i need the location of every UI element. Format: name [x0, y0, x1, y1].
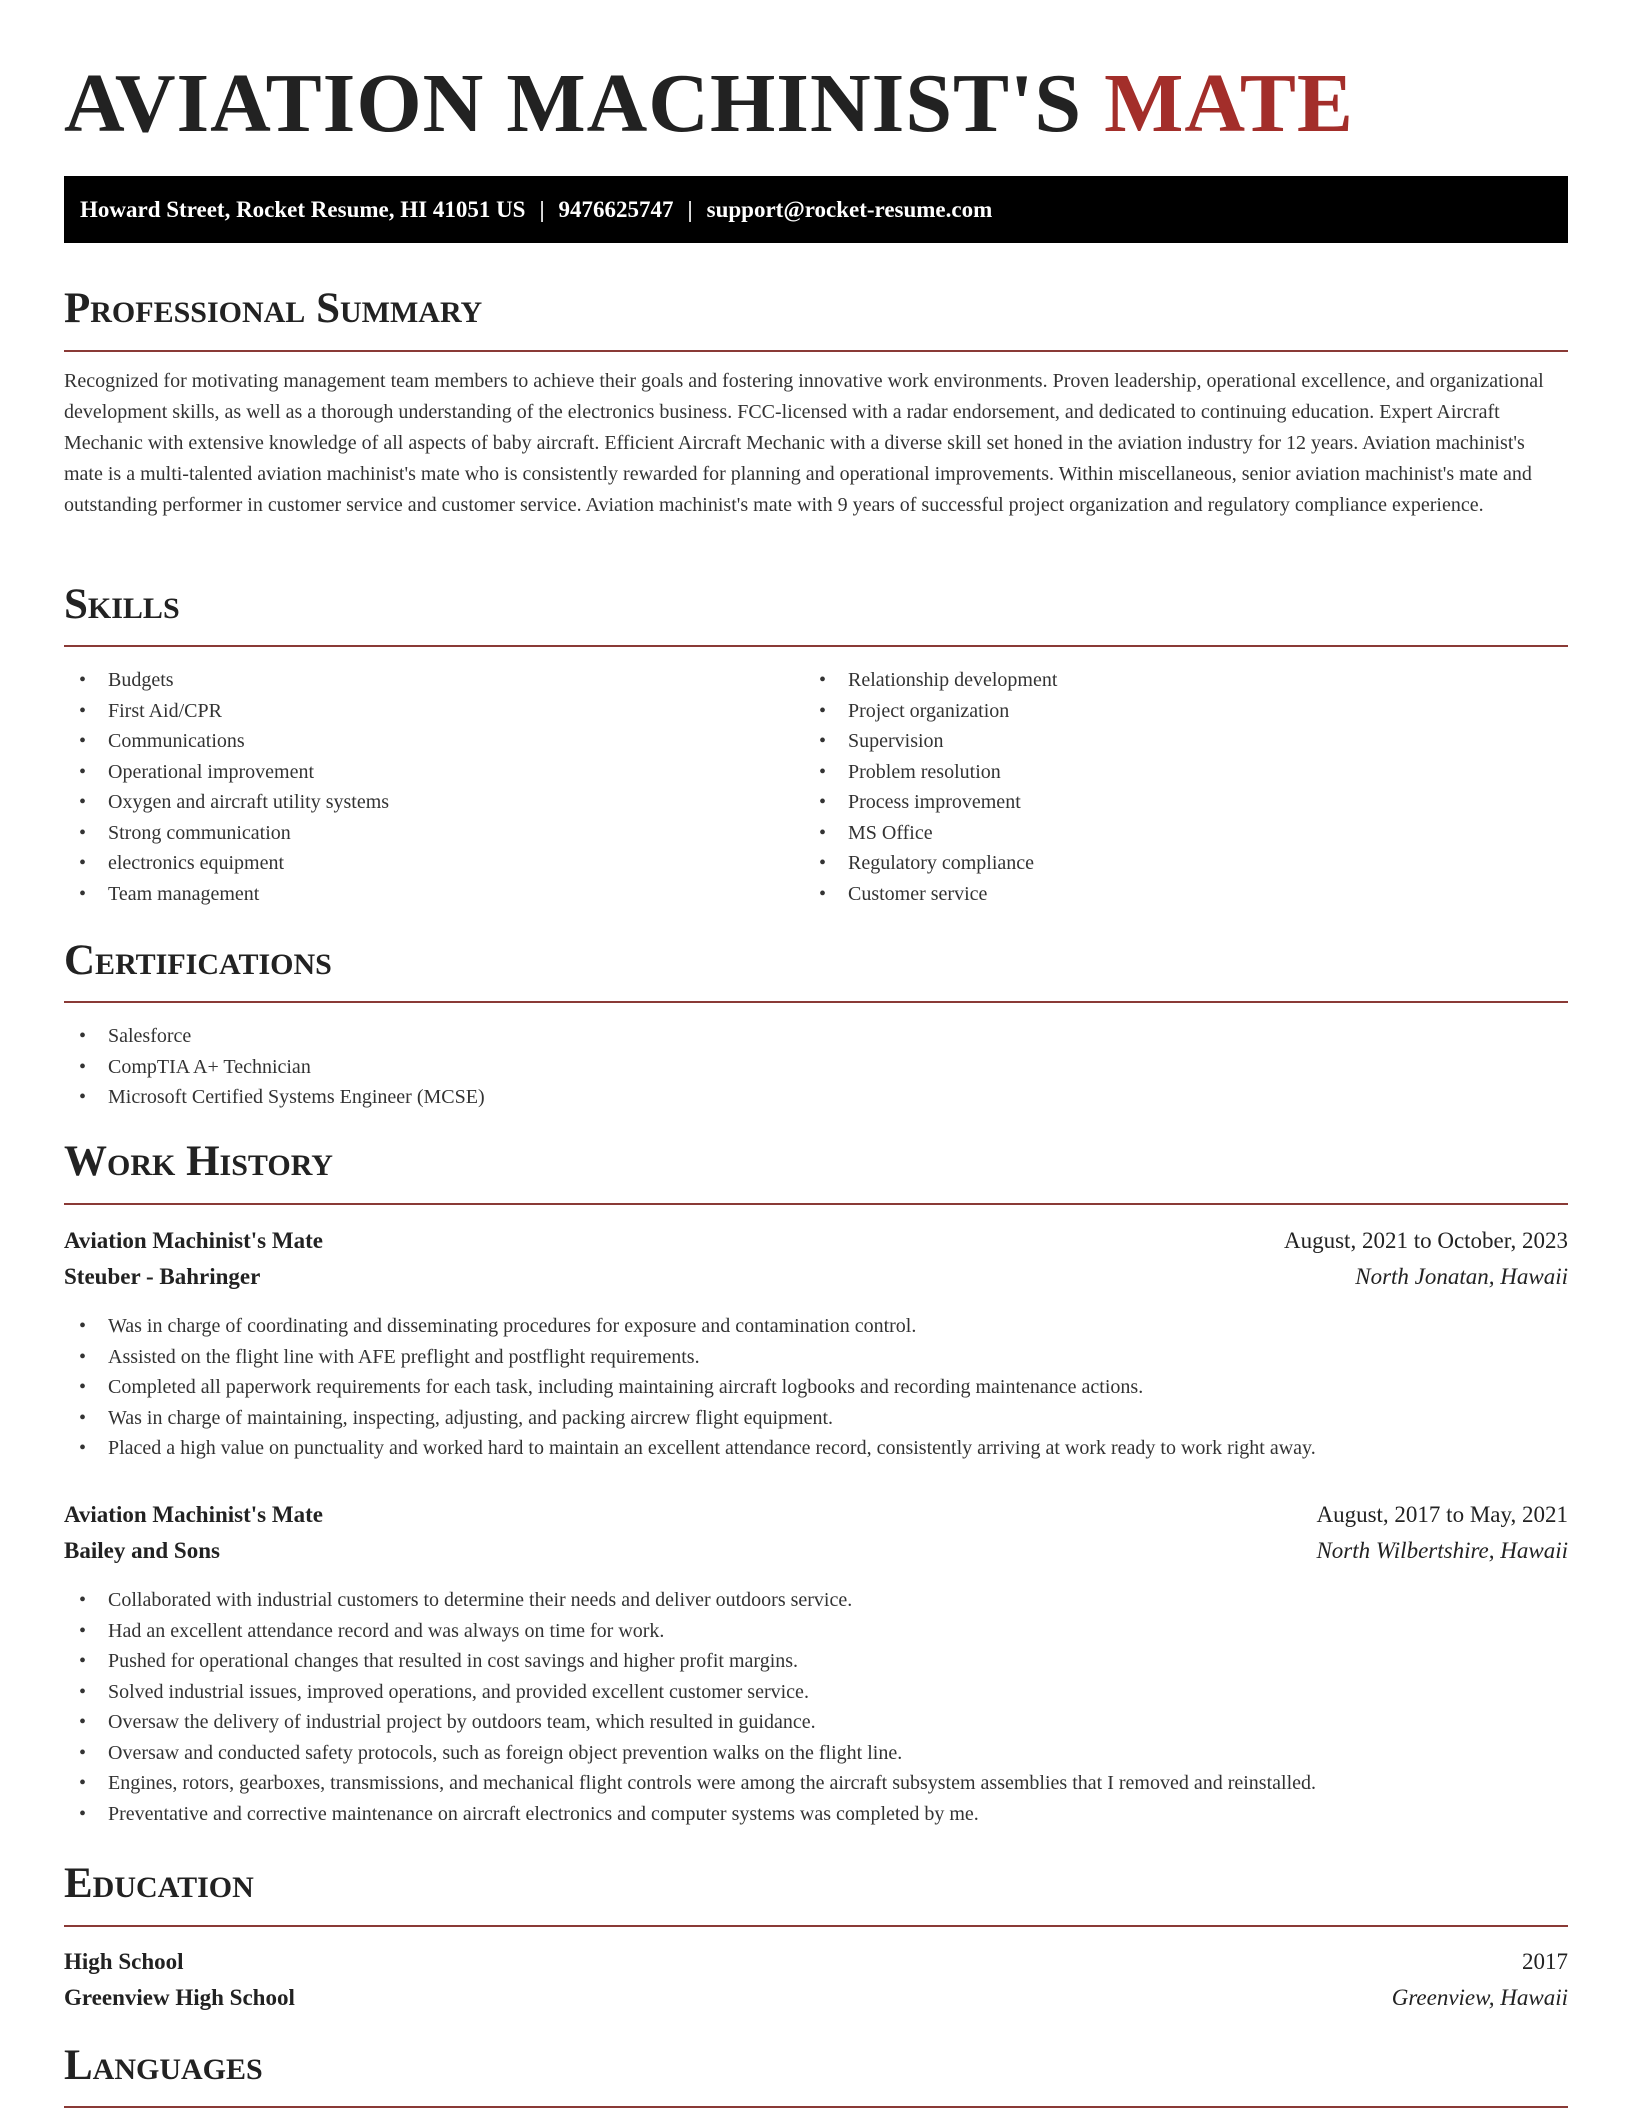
resume-page	[64, 0, 1568, 2089]
job-duty-item: • Assisted on the flight line with AFE preflight and postflight requirements.	[64, 1342, 1568, 1373]
job-duty-item: • Was in charge of coordinating and disseminating procedures for exposure and contamination control.	[64, 1311, 1568, 1342]
contact-separator: |	[539, 197, 545, 222]
skills-list-left	[64, 665, 764, 909]
job-company: Steuber - Bahringer	[64, 1264, 261, 1289]
name-last: MATE	[1104, 57, 1354, 150]
section-title-work-history: Work History	[64, 1138, 333, 1185]
skill-item: • Oxygen and aircraft utility systems	[64, 787, 764, 818]
job-duty-item: • Pushed for operational changes that resulted in cost savings and higher profit margins.	[64, 1646, 1568, 1677]
skill-item: • MS Office	[804, 818, 1504, 849]
section-title-certifications: Certifications	[64, 937, 332, 984]
skill-item: • Supervision	[804, 726, 1504, 757]
skill-item: • Operational improvement	[64, 757, 764, 788]
skill-item: • Project organization	[804, 696, 1504, 727]
skill-item: • electronics equipment	[64, 848, 764, 879]
certifications-list	[64, 1021, 1568, 1113]
job-location: North Wilbertshire, Hawaii	[1316, 1538, 1568, 1563]
education-year: 2017	[1522, 1949, 1568, 1974]
job-duty-item: • Completed all paperwork requirements for each task, including maintaining aircraft logbooks and recording maintenance actions.	[64, 1372, 1568, 1403]
skill-item: • Regulatory compliance	[804, 848, 1504, 879]
section-divider	[64, 1925, 1568, 1927]
skill-item: • Process improvement	[804, 787, 1504, 818]
job-title-row	[64, 1223, 1568, 1259]
contact-phone: 9476625747	[558, 197, 674, 222]
skill-item: • First Aid/CPR	[64, 696, 764, 727]
job-dates: August, 2017 to May, 2021	[1316, 1502, 1568, 1527]
education-school: Greenview High School	[64, 1985, 295, 2010]
certification-item: • Salesforce	[64, 1021, 1568, 1052]
section-title-education: Education	[64, 1860, 254, 1907]
skill-item: • Budgets	[64, 665, 764, 696]
job-company-row	[64, 1533, 1568, 1569]
contact-bar	[64, 176, 1568, 243]
job-duties-list	[64, 1311, 1568, 1464]
job-company: Bailey and Sons	[64, 1538, 220, 1563]
contact-email: support@rocket-resume.com	[706, 197, 993, 222]
job-company-row	[64, 1259, 1568, 1295]
skill-item: • Strong communication	[64, 818, 764, 849]
skill-item: • Problem resolution	[804, 757, 1504, 788]
job-duty-item: • Had an excellent attendance record and was always on time for work.	[64, 1616, 1568, 1647]
certification-item: • Microsoft Certified Systems Engineer (MCSE)	[64, 1082, 1568, 1113]
section-divider	[64, 1001, 1568, 1003]
job-title-row	[64, 1497, 1568, 1533]
education-degree: High School	[64, 1949, 184, 1974]
job-duty-item: • Engines, rotors, gearboxes, transmissions, and mechanical flight controls were among the aircraft subsystem assemblies that I removed and reinstalled.	[64, 1768, 1568, 1799]
education-school-row	[64, 1980, 1568, 2016]
name-first: AVIATION MACHINIST'S	[64, 57, 1083, 150]
job-duties-list	[64, 1585, 1568, 1829]
job-title: Aviation Machinist's Mate	[64, 1502, 323, 1527]
contact-separator: |	[687, 197, 693, 222]
job-duty-item: • Oversaw and conducted safety protocols, such as foreign object prevention walks on the flight line.	[64, 1738, 1568, 1769]
skills-list-right	[804, 665, 1504, 909]
section-divider	[64, 2106, 1568, 2108]
skill-item: • Communications	[64, 726, 764, 757]
job-duty-item: • Oversaw the delivery of industrial project by outdoors team, which resulted in guidance.	[64, 1707, 1568, 1738]
education-degree-row	[64, 1944, 1568, 1980]
section-title-summary: Professional Summary	[64, 285, 483, 332]
job-location: North Jonatan, Hawaii	[1355, 1264, 1568, 1289]
section-divider	[64, 1203, 1568, 1205]
job-duty-item: • Collaborated with industrial customers to determine their needs and deliver outdoors service.	[64, 1585, 1568, 1616]
skill-item: • Customer service	[804, 879, 1504, 910]
section-divider	[64, 350, 1568, 352]
job-dates: August, 2021 to October, 2023	[1284, 1228, 1568, 1253]
contact-address: Howard Street, Rocket Resume, HI 41051 US	[80, 197, 526, 222]
certification-item: • CompTIA A+ Technician	[64, 1052, 1568, 1083]
section-divider	[64, 645, 1568, 647]
skill-item: • Team management	[64, 879, 764, 910]
skill-item: • Relationship development	[804, 665, 1504, 696]
resume-name	[64, 0, 1568, 152]
job-duty-item: • Was in charge of maintaining, inspecting, adjusting, and packing aircrew flight equipment.	[64, 1403, 1568, 1434]
job-duty-item: • Placed a high value on punctuality and worked hard to maintain an excellent attendance record, consistently arriving at work ready to work right away.	[64, 1433, 1568, 1464]
job-duty-item: • Solved industrial issues, improved operations, and provided excellent customer service.	[64, 1677, 1568, 1708]
job-duty-item: • Preventative and corrective maintenance on aircraft electronics and computer systems was completed by me.	[64, 1799, 1568, 1830]
section-title-skills: Skills	[64, 581, 180, 628]
education-location: Greenview, Hawaii	[1391, 1985, 1568, 2010]
summary-text: Recognized for motivating management team members to achieve their goals and fostering innovative work environments. Proven leadership, operational excellence, and organizational development skills, as well as a thorough understanding of the electronics business. FCC-licensed with a radar endorsement, and dedicated to continuing education. Expert Aircraft Mechanic with extensive knowledge of all aspects of baby aircraft. Efficient Aircraft Mechanic with a diverse skill set honed in the aviation industry for 12 years. Aviation machinist's mate is a multi-talented aviation machinist's mate who is consistently rewarded for planning and operational improvements. Within miscellaneous, senior aviation machinist's mate and outstanding performer in customer service and customer service. Aviation machinist's mate with 9 years of successful project organization and regulatory compliance experience.	[64, 370, 1544, 516]
job-title: Aviation Machinist's Mate	[64, 1228, 323, 1253]
section-title-languages: Languages	[64, 2042, 263, 2089]
